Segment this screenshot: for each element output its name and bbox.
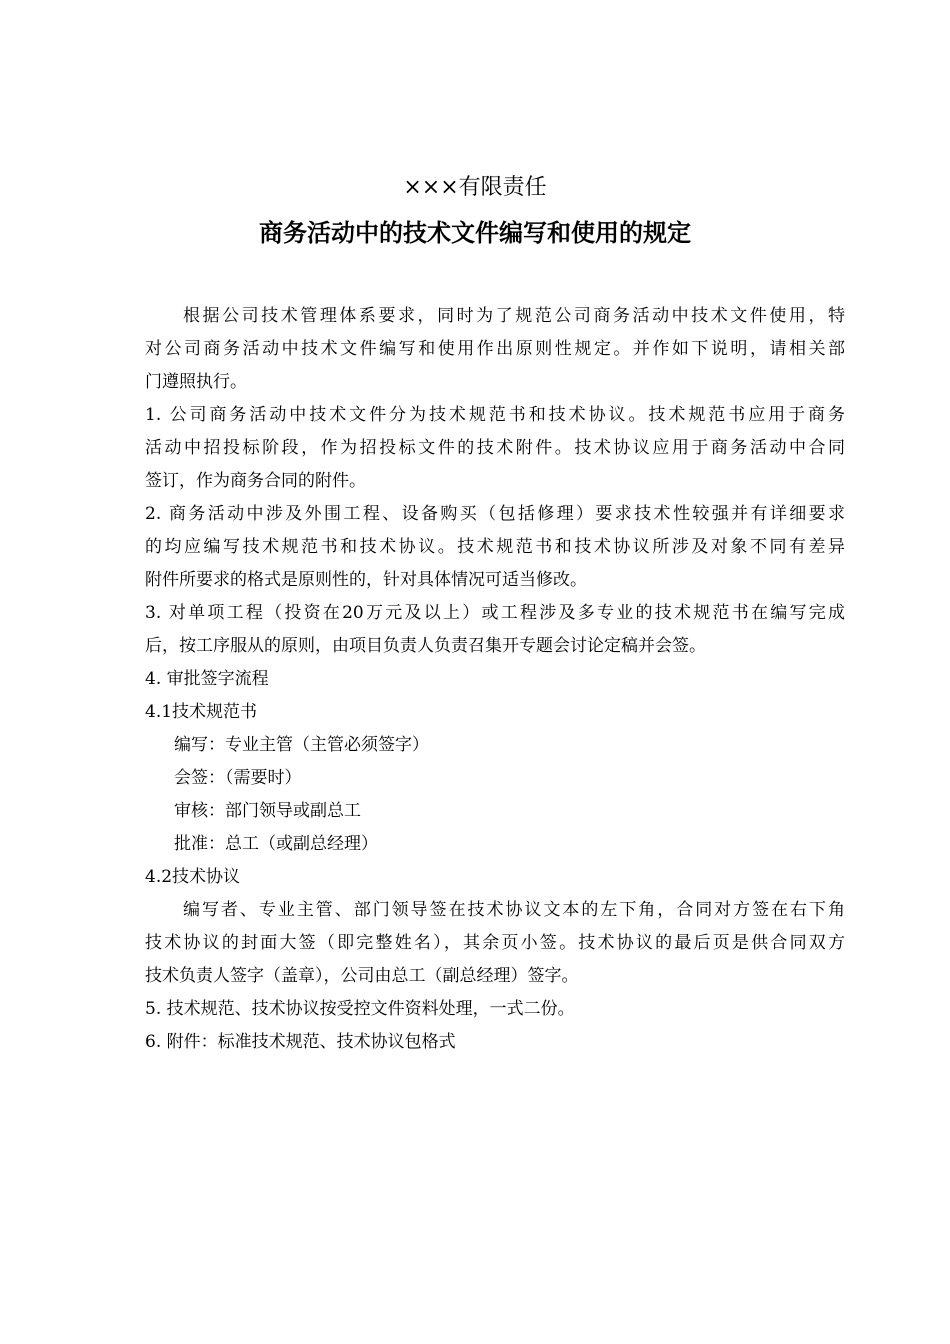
item1-line-2: 活动中招投标阶段，作为招投标文件的技术附件。技术协议应用于商务活动中合同	[145, 438, 845, 458]
item5-line: 5. 技术规范、技术协议按受控文件资料处理，一式二份。	[145, 999, 575, 1019]
item42-line-3: 技术负责人签字（盖章），公司由总工（副总经理）签字。	[145, 966, 579, 986]
intro-line-2: 对公司商务活动中技术文件编写和使用作出原则性规定。并作如下说明，请相关部	[145, 339, 845, 359]
item3-line-2: 后，按工序服从的原则，由项目负责人负责召集开专题会讨论定稿并会签。	[145, 636, 706, 656]
intro-line-3: 门遵照执行。	[145, 372, 247, 392]
item2-line-1: 2. 商务活动中涉及外围工程、设备购买（包括修理）要求技术性较强并有详细要求	[145, 504, 845, 524]
item41-step-1: 编写：专业主管（主管必须签字）	[174, 735, 429, 755]
company-name: ×××有限责任	[403, 175, 547, 200]
item41-step-4: 批准：总工（或副总经理）	[174, 834, 378, 854]
item6-line: 6. 附件：标准技术规范、技术协议包格式	[145, 1032, 456, 1052]
item3-line-1: 3. 对单项工程（投资在20万元及以上）或工程涉及多专业的技术规范书在编写完成	[145, 603, 845, 623]
item4-heading: 4. 审批签字流程	[145, 669, 269, 689]
item1-line-1: 1. 公司商务活动中技术文件分为技术规范书和技术协议。技术规范书应用于商务	[145, 405, 845, 425]
item42-line-2: 技术协议的封面大签（即完整姓名），其余页小签。技术协议的最后页是供合同双方	[145, 933, 845, 953]
intro-line-1: 根据公司技术管理体系要求，同时为了规范公司商务活动中技术文件使用，特	[183, 306, 845, 326]
item42-heading: 4.2技术协议	[145, 867, 241, 887]
item41-heading: 4.1技术规范书	[145, 702, 258, 722]
item41-step-2: 会签：（需要时）	[174, 768, 302, 788]
document-title: 商务活动中的技术文件编写和使用的规定	[259, 219, 691, 247]
item41-step-3: 审核：部门领导或副总工	[174, 801, 361, 821]
item2-line-3: 附件所要求的格式是原则性的，针对具体情况可适当修改。	[145, 570, 587, 590]
item42-line-1: 编写者、专业主管、部门领导签在技术协议文本的左下角，合同对方签在右下角	[183, 900, 845, 920]
item1-line-3: 签订，作为商务合同的附件。	[145, 471, 366, 491]
item2-line-2: 的均应编写技术规范书和技术协议。技术规范书和技术协议所涉及对象不同有差异	[145, 537, 845, 557]
